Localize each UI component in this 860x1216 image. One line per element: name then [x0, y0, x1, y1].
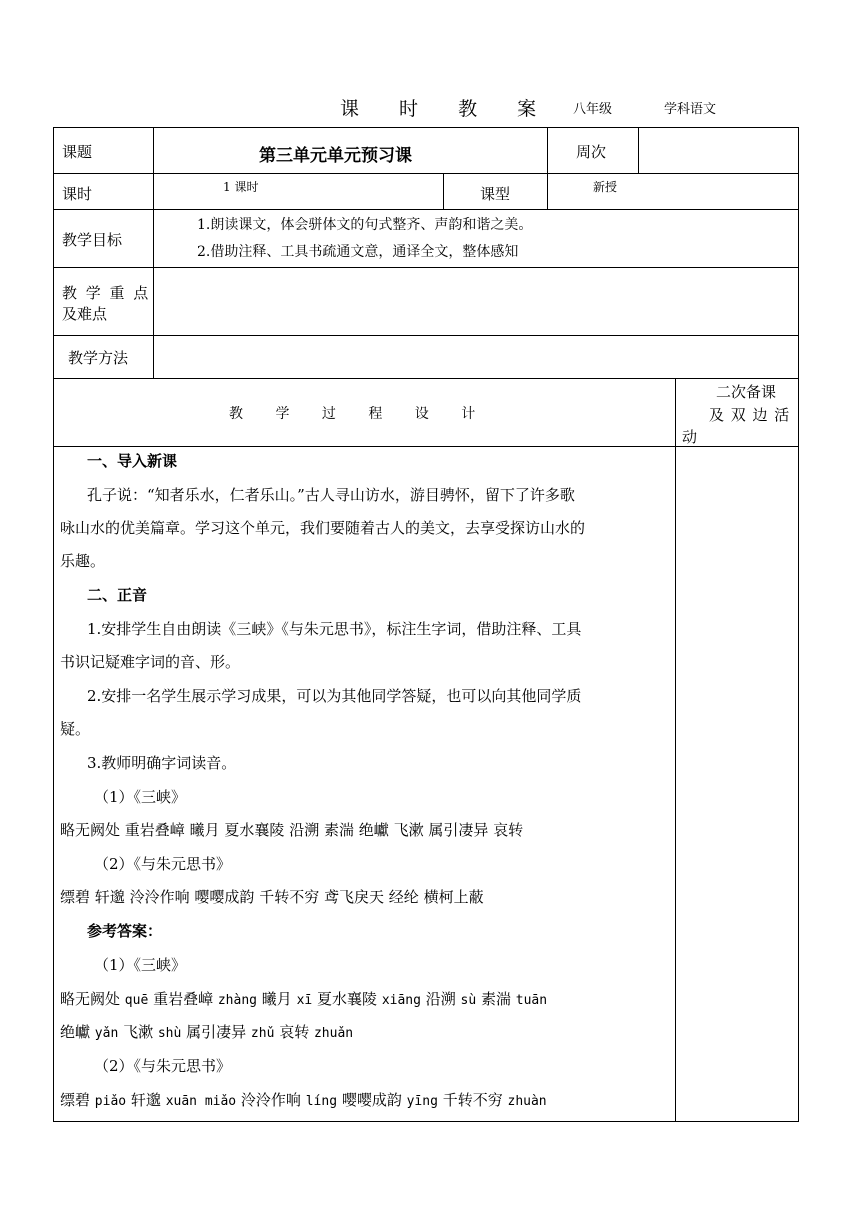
answer-word: 轩邈	[130, 1091, 161, 1109]
document-title: 课 时 教 案	[340, 98, 554, 120]
type-label: 课型	[480, 185, 511, 203]
section-title: 一、导入新课	[87, 452, 178, 470]
answer-word: 素湍	[480, 990, 511, 1008]
answer-word: 夏水襄陵	[317, 990, 378, 1008]
word-item: 哀转	[493, 821, 524, 839]
word-item: 曦月	[189, 821, 220, 839]
paragraph-line: 3.教师明确字词读音。	[87, 754, 237, 772]
word-item: 千转不穷	[259, 888, 320, 906]
word-item: 横柯上蔽	[423, 888, 484, 906]
answer-word: 沿溯	[425, 990, 456, 1008]
answer-word: 属引凄异	[186, 1023, 247, 1041]
answer-word: 千转不穷	[442, 1091, 503, 1109]
side-notes-label-2: 及 双 边 活	[709, 406, 791, 424]
answer-line-yuzhu-1	[60, 1089, 547, 1110]
answer-line-sanxia-2	[60, 1021, 353, 1042]
answer-word: 哀转	[279, 1023, 310, 1041]
paragraph-line: 1.安排学生自由朗读《三峡》《与朱元思书》，标注生字词，借助注释、工具	[87, 620, 582, 638]
pinyin: quē	[124, 993, 149, 1008]
side-notes-label-3: 动	[682, 428, 698, 446]
pinyin: yǎn	[94, 1026, 119, 1041]
word-item: 属引凄异	[428, 821, 489, 839]
word-item: 素湍	[323, 821, 354, 839]
pinyin: líng	[305, 1094, 338, 1109]
word-item: 重岩叠嶂	[124, 821, 185, 839]
word-item: 鸢飞戾天	[323, 888, 384, 906]
word-item: 飞漱	[393, 821, 424, 839]
pinyin: zhǔ	[250, 1026, 275, 1041]
row-divider	[54, 209, 799, 210]
section-title: 二、正音	[87, 586, 148, 604]
word-item: 夏水襄陵	[224, 821, 285, 839]
answer-word: 飞漱	[123, 1023, 154, 1041]
col-divider	[638, 128, 639, 173]
hours-label: 课时	[62, 185, 93, 203]
answer-word: 重岩叠嶂	[153, 990, 214, 1008]
subsection-label: （1）《三峡》	[94, 956, 187, 974]
goals-label: 教学目标	[62, 231, 123, 249]
process-design-label: 教 学 过 程 设 计	[229, 406, 490, 422]
pinyin: zhàng	[217, 993, 257, 1008]
paragraph-line: 2.安排一名学生展示学习成果，可以为其他同学答疑，也可以向其他同学质	[87, 687, 582, 705]
word-item: 缥碧	[60, 888, 91, 906]
key-points-label-2: 及难点	[62, 305, 108, 323]
pinyin: zhuǎn	[313, 1026, 354, 1041]
answer-word: 绝巘	[60, 1023, 91, 1041]
subject-label: 学科语文	[664, 102, 717, 117]
row-divider	[54, 378, 799, 379]
pinyin: xuān miǎo	[165, 1094, 237, 1109]
answer-line-sanxia-1	[60, 988, 547, 1009]
hours-value: 1 课时	[223, 180, 259, 194]
paragraph-line: 疑。	[60, 720, 91, 738]
method-label: 教学方法	[68, 349, 129, 367]
answer-word: 缥碧	[60, 1091, 91, 1109]
pinyin: xiāng	[381, 993, 421, 1008]
word-item: 略无阙处	[60, 821, 121, 839]
word-list-sanxia	[60, 819, 523, 840]
col-divider	[153, 128, 154, 378]
subsection-label: （2）《与朱元思书》	[94, 1057, 232, 1075]
pinyin: yīng	[406, 1094, 438, 1109]
pinyin: tuān	[515, 993, 548, 1008]
type-value: 新授	[593, 180, 618, 194]
page-header	[0, 94, 860, 118]
pinyin: zhuàn	[507, 1094, 547, 1109]
row-divider	[54, 335, 799, 336]
subsection-label: （1）《三峡》	[94, 788, 187, 806]
col-divider	[443, 173, 444, 209]
paragraph-line: 乐趣。	[60, 552, 106, 570]
subsection-label: （2）《与朱元思书》	[94, 855, 232, 873]
topic-value: 第三单元单元预习课	[259, 146, 412, 166]
word-item: 沿溯	[289, 821, 320, 839]
paragraph-line: 咏山水的优美篇章。学习这个单元，我们要随着古人的美文，去享受探访山水的	[60, 519, 586, 537]
paragraph-line: 孔子说：“知者乐水，仁者乐山。”古人寻山访水，游目骋怀，留下了许多歌	[87, 486, 575, 504]
pinyin: sù	[460, 993, 477, 1008]
pinyin: xī	[296, 993, 313, 1008]
grade-label: 八年级	[573, 102, 613, 117]
side-notes-label: 二次备课	[716, 383, 777, 401]
answer-word: 嘤嘤成韵	[341, 1091, 402, 1109]
week-label: 周次	[576, 143, 607, 161]
word-list-yuzhu	[60, 886, 484, 907]
key-points-label: 教 学 重 点	[62, 284, 151, 302]
word-item: 轩邈	[94, 888, 125, 906]
answer-word: 略无阙处	[60, 990, 121, 1008]
pinyin: piǎo	[94, 1094, 127, 1109]
col-divider	[675, 378, 676, 1122]
answer-word: 泠泠作响	[240, 1091, 301, 1109]
pinyin: shù	[157, 1026, 182, 1041]
paragraph-line: 书识记疑难字词的音、形。	[60, 653, 241, 671]
answer-word: 曦月	[261, 990, 292, 1008]
topic-label: 课题	[62, 143, 93, 161]
col-divider	[547, 128, 548, 209]
word-item: 泠泠作响	[129, 888, 190, 906]
word-item: 嘤嘤成韵	[194, 888, 255, 906]
word-item: 绝巘	[358, 821, 389, 839]
answer-title: 参考答案：	[87, 922, 163, 940]
row-divider	[54, 267, 799, 268]
word-item: 经纶	[388, 888, 419, 906]
goal-item: 2.借助注释、工具书疏通文意，通译全文，整体感知	[197, 244, 519, 260]
goal-item: 1.朗读课文，体会骈体文的句式整齐、声韵和谐之美。	[197, 217, 533, 233]
row-divider	[54, 173, 799, 174]
